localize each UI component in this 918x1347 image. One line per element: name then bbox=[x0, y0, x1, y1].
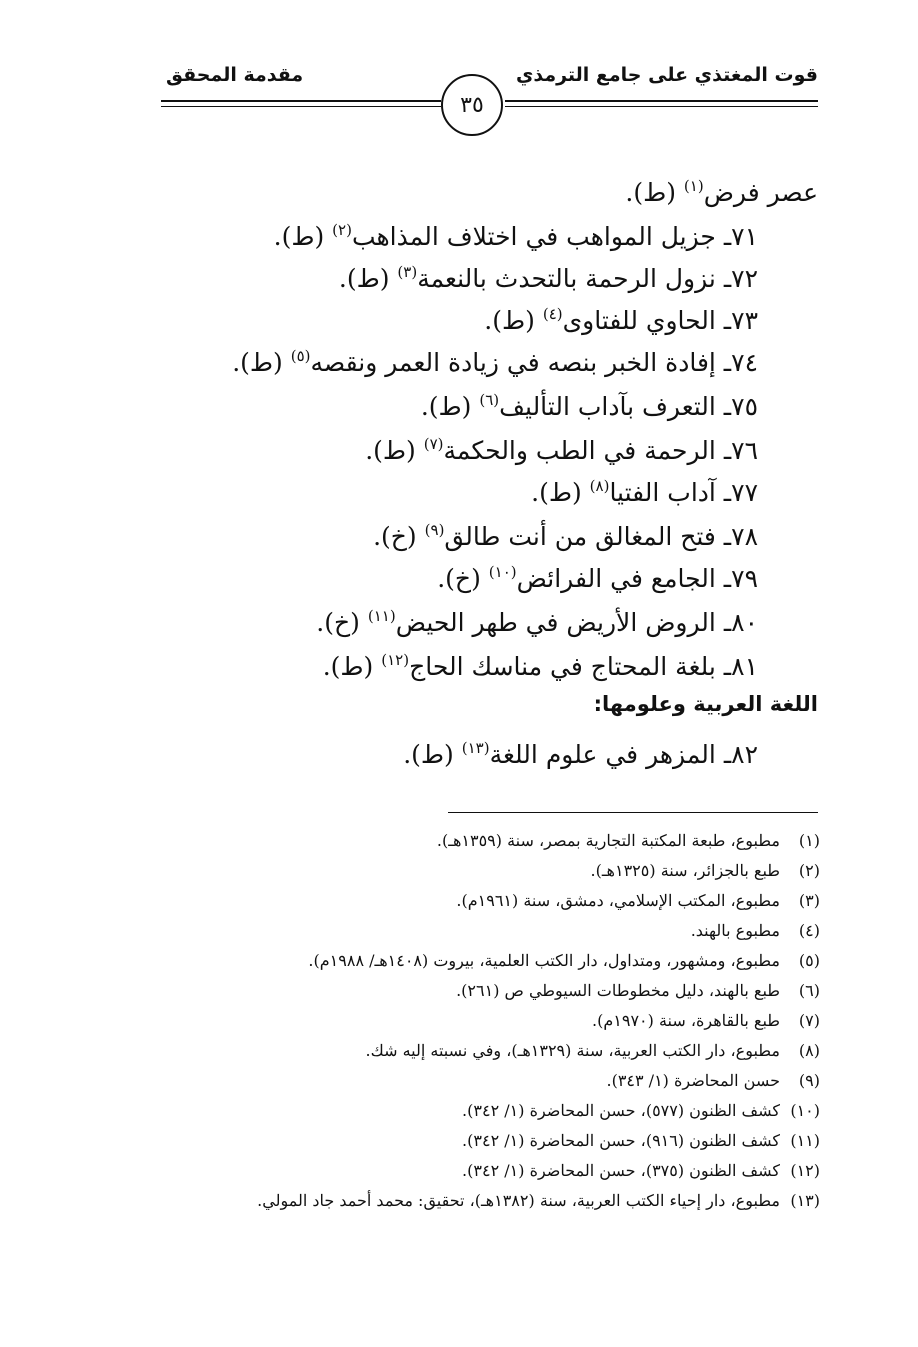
footnote-number: (١١) bbox=[790, 1131, 820, 1150]
book-title: قوت المغتذي على جامع الترمذي bbox=[515, 64, 818, 86]
footnote: (١٠)كشف الظنون (٥٧٧)، حسن المحاضرة (١/ ٣٤٢). bbox=[462, 1096, 820, 1126]
footnote-ref[interactable]: (١٣) bbox=[461, 739, 490, 757]
footnote-ref[interactable]: (٦) bbox=[479, 391, 500, 409]
page-number: ٣٥ bbox=[460, 92, 484, 118]
footnote-ref[interactable]: (٩) bbox=[424, 521, 445, 539]
list-item: ٧٤ـ إفادة الخبر بنصه في زيادة العمر ونقصه$^{(٥)}$ (ط). bbox=[232, 347, 758, 377]
header-rule-right-top bbox=[505, 100, 818, 102]
footnote-number: (٤) bbox=[798, 921, 820, 940]
footnote: (٢)طبع بالجزائر، سنة (١٣٢٥هـ). bbox=[591, 856, 820, 886]
list-item: ٨٠ـ الروض الأريض في طهر الحيض$^{(١١)}$ (خ). bbox=[316, 607, 758, 637]
header-rule-left-top bbox=[161, 100, 441, 102]
footnote-number: (١) bbox=[798, 831, 820, 850]
footnote-number: (١٢) bbox=[790, 1161, 820, 1180]
list-item: ٧٣ـ الحاوي للفتاوى$^{(٤)}$ (ط). bbox=[484, 305, 758, 335]
footnote-ref[interactable]: (٣) bbox=[397, 263, 418, 281]
footnote-ref[interactable]: (١١) bbox=[367, 607, 396, 625]
footnote: (٥)مطبوع، ومشهور، ومتداول، دار الكتب العلمية، بيروت (١٤٠٨هـ/ ١٩٨٨م). bbox=[308, 946, 820, 976]
footnote: (١١)كشف الظنون (٩١٦)، حسن المحاضرة (١/ ٣٤٢). bbox=[462, 1126, 820, 1156]
footnote: (٤)مطبوع بالهند. bbox=[691, 916, 820, 946]
list-item: ٧٧ـ آداب الفتيا$^{(٨)}$ (ط). bbox=[531, 477, 758, 507]
footnote: (١)مطبوع، طبعة المكتبة التجارية بمصر، سنة (١٣٥٩هـ). bbox=[437, 826, 820, 856]
page-number-badge bbox=[441, 74, 503, 136]
list-item: ٧٥ـ التعرف بآداب التأليف$^{(٦)}$ (ط). bbox=[420, 391, 758, 421]
footnote-ref[interactable]: (٢) bbox=[332, 221, 352, 239]
footnote-ref[interactable]: (١٠) bbox=[488, 563, 517, 581]
footnote-ref[interactable]: (١٢) bbox=[381, 651, 410, 669]
footnote-divider bbox=[448, 812, 818, 813]
header-rule-right-bottom bbox=[505, 106, 818, 107]
footnote: (٨)مطبوع، دار الكتب العربية، سنة (١٣٢٩هـ)، وفي نسبته إليه شك. bbox=[366, 1036, 821, 1066]
footnote-ref[interactable]: (١) bbox=[683, 177, 704, 195]
footnote-number: (٦) bbox=[798, 981, 820, 1000]
list-item: ٨٢ـ المزهر في علوم اللغة$^{(١٣)}$ (ط). bbox=[403, 739, 758, 769]
list-item: عصر فرض$^{(١)}$ (ط). bbox=[625, 177, 818, 207]
footnote-number: (١٣) bbox=[790, 1191, 820, 1210]
footnote-number: (٢) bbox=[798, 861, 820, 880]
footnote-ref[interactable]: (٥) bbox=[290, 347, 311, 365]
footnote-number: (٣) bbox=[798, 891, 820, 910]
footnote-number: (٧) bbox=[798, 1011, 820, 1030]
section-heading: اللغة العربية وعلومها: bbox=[593, 692, 818, 716]
list-item: ٧٢ـ نزول الرحمة بالتحدث بالنعمة$^{(٣)}$ (ط). bbox=[338, 263, 758, 293]
list-item: ٧٦ـ الرحمة في الطب والحكمة$^{(٧)}$ (ط). bbox=[365, 435, 758, 465]
footnote-ref[interactable]: (٧) bbox=[423, 435, 444, 453]
footnote-number: (٥) bbox=[798, 951, 820, 970]
section-title: مقدمة المحقق bbox=[166, 64, 304, 86]
footnote-ref[interactable]: (٨) bbox=[589, 477, 610, 495]
footnote: (٧)طبع بالقاهرة، سنة (١٩٧٠م). bbox=[592, 1006, 820, 1036]
list-item: ٨١ـ بلغة المحتاج في مناسك الحاج$^{(١٢)}$ (ط). bbox=[322, 651, 758, 681]
list-item: ٧٩ـ الجامع في الفرائض$^{(١٠)}$ (خ). bbox=[437, 563, 758, 593]
footnote: (٣)مطبوع، المكتب الإسلامي، دمشق، سنة (١٩٦١م). bbox=[456, 886, 820, 916]
footnote: (٩)حسن المحاضرة (١/ ٣٤٣). bbox=[606, 1066, 820, 1096]
footnote-number: (٨) bbox=[798, 1041, 820, 1060]
list-item: ٧١ـ جزيل المواهب في اختلاف المذاهب$^{(٢)}$ (ط). bbox=[273, 221, 758, 251]
footnote: (٦)طبع بالهند، دليل مخطوطات السيوطي ص (٢٦١). bbox=[456, 976, 820, 1006]
footnote-ref[interactable]: (٤) bbox=[542, 305, 563, 323]
list-item: ٧٨ـ فتح المغالق من أنت طالق$^{(٩)}$ (خ). bbox=[373, 521, 758, 551]
footnote: (١٢)كشف الظنون (٣٧٥)، حسن المحاضرة (١/ ٣٤٢). bbox=[462, 1156, 820, 1186]
footnote: (١٣)مطبوع، دار إحياء الكتب العربية، سنة (١٣٨٢هـ)، تحقيق: محمد أحمد جاد المولي. bbox=[257, 1186, 820, 1216]
header-rule-left-bottom bbox=[161, 106, 441, 107]
footnote-number: (١٠) bbox=[790, 1101, 820, 1120]
footnote-number: (٩) bbox=[798, 1071, 820, 1090]
